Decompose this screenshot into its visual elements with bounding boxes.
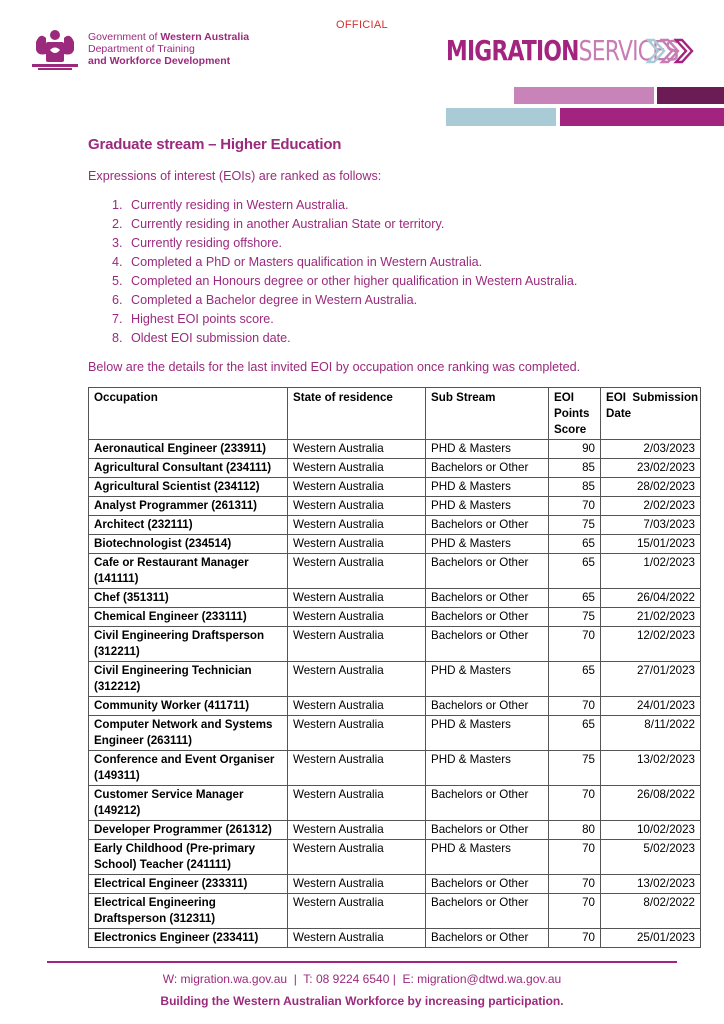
list-number: 7.	[112, 312, 123, 326]
cell-submission-date: 8/02/2022	[601, 894, 701, 929]
cell-submission-date: 23/02/2023	[601, 459, 701, 478]
cell-occupation: Community Worker (411711)	[89, 697, 288, 716]
list-text: Completed a Bachelor degree in Western Australia.	[131, 293, 418, 307]
cell-sub-stream: Bachelors or Other	[426, 821, 549, 840]
cell-submission-date: 25/01/2023	[601, 929, 701, 948]
government-logo	[28, 28, 278, 72]
list-item	[112, 196, 577, 215]
cell-occupation: Cafe or Restaurant Manager (141111)	[89, 554, 288, 589]
list-number: 4.	[112, 255, 123, 269]
cell-points-score: 90	[549, 440, 601, 459]
table-row	[89, 608, 701, 627]
list-text: Oldest EOI submission date.	[131, 331, 291, 345]
cell-occupation: Aeronautical Engineer (233911)	[89, 440, 288, 459]
cell-submission-date: 5/02/2023	[601, 840, 701, 875]
table-row	[89, 929, 701, 948]
cell-state: Western Australia	[288, 894, 426, 929]
services-word: SERVICES	[578, 34, 679, 67]
gov-department-line: Department of Training	[88, 43, 195, 55]
government-name	[88, 31, 249, 67]
cell-state: Western Australia	[288, 662, 426, 697]
cell-points-score: 65	[549, 589, 601, 608]
header-state: State of residence	[288, 388, 426, 440]
cell-sub-stream: PHD & Masters	[426, 716, 549, 751]
cell-points-score: 70	[549, 497, 601, 516]
table-row	[89, 554, 701, 589]
cell-points-score: 70	[549, 840, 601, 875]
cell-state: Western Australia	[288, 440, 426, 459]
cell-sub-stream: Bachelors or Other	[426, 608, 549, 627]
footer-divider	[47, 961, 677, 963]
cell-points-score: 85	[549, 459, 601, 478]
table-row	[89, 840, 701, 875]
list-text: Currently residing in another Australian State or territory.	[131, 217, 445, 231]
decor-bar-light-blue	[446, 108, 556, 126]
list-number: 6.	[112, 293, 123, 307]
cell-submission-date: 27/01/2023	[601, 662, 701, 697]
gov-line1-bold: Western Australia	[160, 31, 250, 43]
cell-occupation: Early Childhood (Pre-primary School) Teacher (241111)	[89, 840, 288, 875]
wa-crest-icon	[28, 28, 82, 72]
cell-submission-date: 2/03/2023	[601, 440, 701, 459]
cell-sub-stream: PHD & Masters	[426, 535, 549, 554]
header-sub-stream: Sub Stream	[426, 388, 549, 440]
cell-submission-date: 12/02/2023	[601, 627, 701, 662]
cell-occupation: Chef (351311)	[89, 589, 288, 608]
list-number: 1.	[112, 198, 123, 212]
table-row	[89, 589, 701, 608]
header-points-line: Score	[554, 423, 587, 436]
table-row	[89, 535, 701, 554]
cell-occupation: Developer Programmer (261312)	[89, 821, 288, 840]
cell-points-score: 85	[549, 478, 601, 497]
cell-submission-date: 10/02/2023	[601, 821, 701, 840]
table-row	[89, 786, 701, 821]
cell-state: Western Australia	[288, 459, 426, 478]
table-row	[89, 459, 701, 478]
table-row	[89, 716, 701, 751]
table-intro-text: Below are the details for the last invited EOI by occupation once ranking was completed.	[88, 360, 581, 374]
cell-occupation: Civil Engineering Technician (312212)	[89, 662, 288, 697]
cell-sub-stream: PHD & Masters	[426, 497, 549, 516]
migration-services-logo	[446, 34, 698, 68]
cell-submission-date: 24/01/2023	[601, 697, 701, 716]
cell-occupation: Analyst Programmer (261311)	[89, 497, 288, 516]
cell-state: Western Australia	[288, 627, 426, 662]
cell-sub-stream: Bachelors or Other	[426, 786, 549, 821]
cell-sub-stream: Bachelors or Other	[426, 875, 549, 894]
cell-state: Western Australia	[288, 478, 426, 497]
footer-contact: W: migration.wa.gov.au | T: 08 9224 6540 | E: migration@dtwd.wa.gov.au	[162, 972, 562, 986]
cell-state: Western Australia	[288, 821, 426, 840]
cell-points-score: 65	[549, 535, 601, 554]
list-number: 5.	[112, 274, 123, 288]
cell-points-score: 80	[549, 821, 601, 840]
table-body	[89, 440, 701, 948]
cell-sub-stream: PHD & Masters	[426, 478, 549, 497]
cell-occupation: Customer Service Manager (149212)	[89, 786, 288, 821]
header-date-line: EOI Submission	[606, 391, 699, 404]
list-number: 3.	[112, 236, 123, 250]
cell-state: Western Australia	[288, 786, 426, 821]
list-number: 8.	[112, 331, 123, 345]
cell-state: Western Australia	[288, 929, 426, 948]
decor-bar-magenta	[560, 108, 724, 126]
table-row	[89, 497, 701, 516]
decor-bar-dark-purple	[657, 87, 724, 104]
cell-sub-stream: Bachelors or Other	[426, 516, 549, 535]
cell-occupation: Electronics Engineer (233411)	[89, 929, 288, 948]
cell-submission-date: 15/01/2023	[601, 535, 701, 554]
header-occupation: Occupation	[89, 388, 288, 440]
cell-submission-date: 13/02/2023	[601, 751, 701, 786]
table-row	[89, 478, 701, 497]
cell-submission-date: 26/08/2022	[601, 786, 701, 821]
cell-occupation: Architect (232111)	[89, 516, 288, 535]
cell-occupation: Agricultural Consultant (234111)	[89, 459, 288, 478]
cell-state: Western Australia	[288, 697, 426, 716]
list-item	[112, 310, 577, 329]
cell-state: Western Australia	[288, 875, 426, 894]
cell-state: Western Australia	[288, 716, 426, 751]
list-item	[112, 291, 577, 310]
table-row	[89, 440, 701, 459]
cell-state: Western Australia	[288, 840, 426, 875]
cell-points-score: 70	[549, 875, 601, 894]
page-heading: Graduate stream – Higher Education	[88, 136, 342, 153]
cell-submission-date: 26/04/2022	[601, 589, 701, 608]
cell-submission-date: 7/03/2023	[601, 516, 701, 535]
table-row	[89, 875, 701, 894]
intro-text: Expressions of interest (EOIs) are ranked as follows:	[88, 169, 382, 183]
header-date-line: Date	[606, 407, 632, 420]
list-item	[112, 234, 577, 253]
table-row	[89, 697, 701, 716]
header-points	[549, 388, 601, 440]
cell-submission-date: 21/02/2023	[601, 608, 701, 627]
decor-bar-light-purple	[514, 87, 654, 104]
migration-word: MIGRATION	[446, 34, 579, 67]
cell-sub-stream: PHD & Masters	[426, 840, 549, 875]
cell-submission-date: 13/02/2023	[601, 875, 701, 894]
cell-occupation: Electrical Engineer (233311)	[89, 875, 288, 894]
cell-sub-stream: Bachelors or Other	[426, 894, 549, 929]
gov-line1-prefix: Government of	[88, 31, 161, 43]
cell-sub-stream: Bachelors or Other	[426, 697, 549, 716]
cell-submission-date: 28/02/2023	[601, 478, 701, 497]
cell-points-score: 75	[549, 516, 601, 535]
ranking-list	[112, 196, 577, 348]
cell-points-score: 65	[549, 662, 601, 697]
cell-points-score: 70	[549, 627, 601, 662]
table-row	[89, 821, 701, 840]
cell-occupation: Electrical Engineering Draftsperson (312311)	[89, 894, 288, 929]
header-points-line: Points	[554, 407, 590, 420]
table-row	[89, 894, 701, 929]
cell-points-score: 70	[549, 894, 601, 929]
cell-points-score: 75	[549, 608, 601, 627]
cell-sub-stream: PHD & Masters	[426, 440, 549, 459]
cell-sub-stream: PHD & Masters	[426, 662, 549, 697]
cell-state: Western Australia	[288, 516, 426, 535]
cell-points-score: 70	[549, 786, 601, 821]
list-item	[112, 329, 577, 348]
list-text: Highest EOI points score.	[131, 312, 274, 326]
list-item	[112, 215, 577, 234]
cell-state: Western Australia	[288, 554, 426, 589]
cell-state: Western Australia	[288, 751, 426, 786]
list-text: Completed a PhD or Masters qualification in Western Australia.	[131, 255, 483, 269]
table-row	[89, 662, 701, 697]
cell-occupation: Agricultural Scientist (234112)	[89, 478, 288, 497]
cell-occupation: Chemical Engineer (233111)	[89, 608, 288, 627]
chevrons-icon	[644, 36, 698, 66]
cell-points-score: 70	[549, 929, 601, 948]
cell-occupation: Computer Network and Systems Engineer (263111)	[89, 716, 288, 751]
cell-state: Western Australia	[288, 535, 426, 554]
cell-occupation: Biotechnologist (234514)	[89, 535, 288, 554]
footer-tagline: Building the Western Australian Workforce by increasing participation.	[160, 994, 564, 1008]
table-row	[89, 627, 701, 662]
cell-points-score: 75	[549, 751, 601, 786]
cell-submission-date: 2/02/2023	[601, 497, 701, 516]
cell-occupation: Civil Engineering Draftsperson (312211)	[89, 627, 288, 662]
cell-points-score: 70	[549, 697, 601, 716]
table-row	[89, 516, 701, 535]
header-submission-date	[601, 388, 701, 440]
eoi-table	[88, 387, 701, 948]
list-text: Currently residing offshore.	[131, 236, 282, 250]
table-row	[89, 751, 701, 786]
cell-sub-stream: PHD & Masters	[426, 751, 549, 786]
cell-state: Western Australia	[288, 589, 426, 608]
list-number: 2.	[112, 217, 123, 231]
gov-department-line2: and Workforce Development	[88, 55, 231, 67]
header-points-line: EOI	[554, 391, 574, 404]
cell-sub-stream: Bachelors or Other	[426, 589, 549, 608]
cell-points-score: 65	[549, 716, 601, 751]
list-text: Currently residing in Western Australia.	[131, 198, 349, 212]
cell-submission-date: 8/11/2022	[601, 716, 701, 751]
list-item	[112, 253, 577, 272]
list-item	[112, 272, 577, 291]
cell-sub-stream: Bachelors or Other	[426, 459, 549, 478]
cell-occupation: Conference and Event Organiser (149311)	[89, 751, 288, 786]
cell-sub-stream: Bachelors or Other	[426, 554, 549, 589]
table-header-row	[89, 388, 701, 440]
cell-points-score: 65	[549, 554, 601, 589]
cell-sub-stream: Bachelors or Other	[426, 929, 549, 948]
list-text: Completed an Honours degree or other higher qualification in Western Australia.	[131, 274, 578, 288]
cell-state: Western Australia	[288, 608, 426, 627]
classification-label: OFFICIAL	[336, 19, 388, 31]
cell-state: Western Australia	[288, 497, 426, 516]
cell-submission-date: 1/02/2023	[601, 554, 701, 589]
cell-sub-stream: Bachelors or Other	[426, 627, 549, 662]
